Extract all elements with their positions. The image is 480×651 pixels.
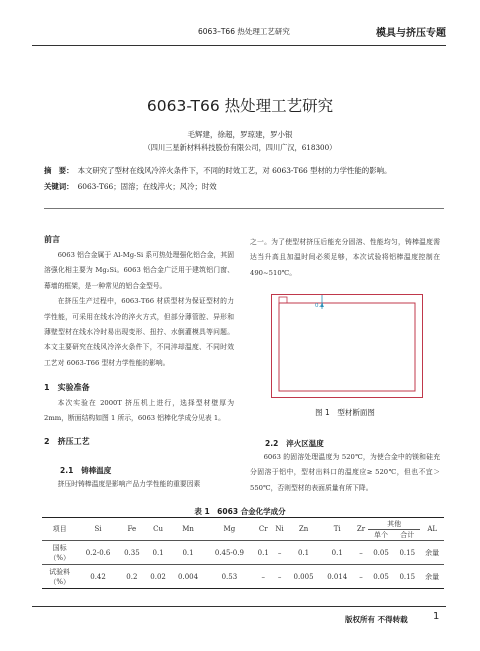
preface-paragraph-1: 6063 铝合金属于 Al-Mg-Si 系可热处理强化铝合金，其固溶强化相主要为 Mg₂Si。6063 铝合金广泛用于建筑铝门窗、幕墙的框架，是一种常见的铝合金型号。 (44, 251, 234, 290)
paper-authors: 毛辉建，徐超，罗琼建，罗小银 (187, 130, 293, 139)
table-cell: 0.45-0.9 (214, 548, 244, 557)
table-cell: 0.15 (399, 548, 416, 557)
figure-1-profile-section (271, 294, 423, 398)
left-column-body (44, 248, 234, 371)
section-1-paragraph: 本次实验在 2000T 挤压机上进行，选择型材壁厚为 2mm，断面结构如图 1 所示，6063 铝棒化学成分见表 1。 (44, 399, 234, 423)
table-cell: – (277, 548, 282, 557)
table-header-other: 其他 (368, 518, 420, 530)
table-header-fe: Fe (119, 518, 145, 541)
table-cell: – (359, 548, 363, 557)
section-heading-2-1: 2.1 铸棒温度 (60, 466, 112, 475)
table-row (42, 565, 444, 589)
table-cell: 0.2 (126, 572, 138, 581)
table-1-caption: 表 1 6063 合金化学成分 (194, 507, 286, 516)
running-title: 6063–T66 热处理工艺研究 (198, 27, 290, 36)
abstract-text: 本文研究了型材在线风冷淬火条件下，不同的时效工艺，对 6063-T66 型材的力学性能的影响。 (77, 166, 392, 175)
table-cell: 0.014 (327, 572, 348, 581)
chemical-composition-table (42, 517, 444, 589)
continuation-paragraph: 之一。为了使型材挤压后能充分固溶、性能均匀，铸棒温度需达当升高且加温时间必须足够，本次试验将铝棒温度控制在 490~510℃。 (250, 238, 440, 277)
right-column-continuation (250, 235, 440, 281)
table-header-other-single: 单个 (368, 530, 394, 541)
abstract (44, 165, 444, 177)
header-rule (32, 45, 446, 46)
profile-drawing (272, 295, 424, 399)
table-header-ti: Ti (320, 518, 354, 541)
preface-paragraph-2: 在挤压生产过程中，6063-T66 材质型材为保证型材的力学性能，可采用在线水冷的淬火方式，但部分薄管腔、异形和薄壁型材在线水冷时易出现变形、扭拧、水倒灌模具等问题。本文主要研究在线风冷淬火条件下，不同淬却温度、不同时效工艺对 6063-T66 型材力学性能的影响。 (44, 297, 234, 367)
paper-affiliation: （四川三星新材料科技股份有限公司，四川广汉，618300） (143, 143, 337, 152)
table-cell: 0.05 (373, 572, 389, 581)
table-cell: 余量 (425, 548, 440, 557)
table-cell: 0.53 (221, 572, 238, 581)
section-heading-2: 2 挤压工艺 (44, 437, 90, 446)
keywords-text: 6063-T66；固溶；在线淬火；风冷；时效 (77, 182, 217, 191)
section-2-1-paragraph: 挤压时铸棒温度是影响产品力学性能的重要因素 (57, 480, 201, 488)
abstract-label: 摘 要： (44, 166, 74, 175)
keywords (44, 181, 444, 193)
table-cell: 0.005 (293, 572, 314, 581)
abstract-rule (44, 208, 444, 209)
dimension-label: 0.4 (315, 303, 324, 309)
table-header-ni: Ni (273, 518, 287, 541)
table-header-si: Si (77, 518, 118, 541)
section-2-1-body (44, 477, 234, 492)
table-header-al: AL (420, 518, 444, 541)
table-header-cr: Cr (254, 518, 273, 541)
section-1-body (44, 396, 234, 427)
table-cell: 0.42 (90, 572, 106, 581)
table-cell: 0.1 (182, 548, 194, 557)
table-header-cu: Cu (145, 518, 171, 541)
section-heading-2-2: 2.2 淬火区温度 (265, 439, 324, 448)
paper-title: 6063-T66 热处理工艺研究 (146, 97, 334, 115)
table-cell: – (277, 572, 282, 581)
corner-step (279, 297, 287, 303)
table-header-other-total: 合计 (394, 530, 420, 541)
table-header-mg: Mg (205, 518, 254, 541)
table-cell: 0.35 (124, 548, 140, 557)
table-cell: 0.1 (297, 548, 310, 557)
table-header-zn: Zn (287, 518, 321, 541)
table-cell: 0.02 (150, 572, 166, 581)
table-row (42, 541, 444, 565)
table-row-label: 国标 （%） (49, 543, 70, 562)
section-heading-1: 1 实验准备 (44, 383, 90, 392)
table-cell: 0.05 (373, 548, 389, 557)
table-cell: 0.15 (399, 572, 416, 581)
table-header-zr: Zr (354, 518, 368, 541)
journal-section-title: 模具与挤压专题 (376, 28, 446, 39)
table-header-mn: Mn (171, 518, 205, 541)
table-cell: 0.004 (178, 572, 199, 581)
section-heading-preface: 前言 (44, 235, 60, 244)
inner-wall (279, 303, 415, 391)
section-2-2-body (250, 450, 440, 496)
table-row-label: 试验料 （%） (49, 567, 71, 586)
table-cell: 0.1 (152, 548, 164, 557)
table-cell: 0.1 (257, 548, 269, 557)
section-2-2-paragraph: 6063 的固溶处理温度为 520℃，为使合金中的镁和硅充分固溶于铝中，型材出料口的温度应≥ 520℃，但也不宜＞ 550℃，否则型材的表面质量有所下降。 (250, 453, 440, 492)
page-number: 1 (433, 611, 440, 622)
table-cell: 0.1 (331, 548, 343, 557)
copyright-notice: 版权所有 不得转载 (345, 615, 408, 624)
footer-rule (32, 606, 446, 607)
table-cell: 余量 (425, 572, 440, 581)
figure-1-caption: 图 1 型材断面图 (315, 408, 375, 417)
table-header-item: 项目 (42, 518, 77, 541)
table-cell: – (359, 572, 363, 581)
page-header (0, 22, 480, 46)
table-header-row (42, 518, 444, 530)
keywords-label: 关键词： (44, 182, 74, 191)
table-cell: 0.2-0.6 (85, 548, 111, 557)
table-cell: – (261, 572, 265, 581)
